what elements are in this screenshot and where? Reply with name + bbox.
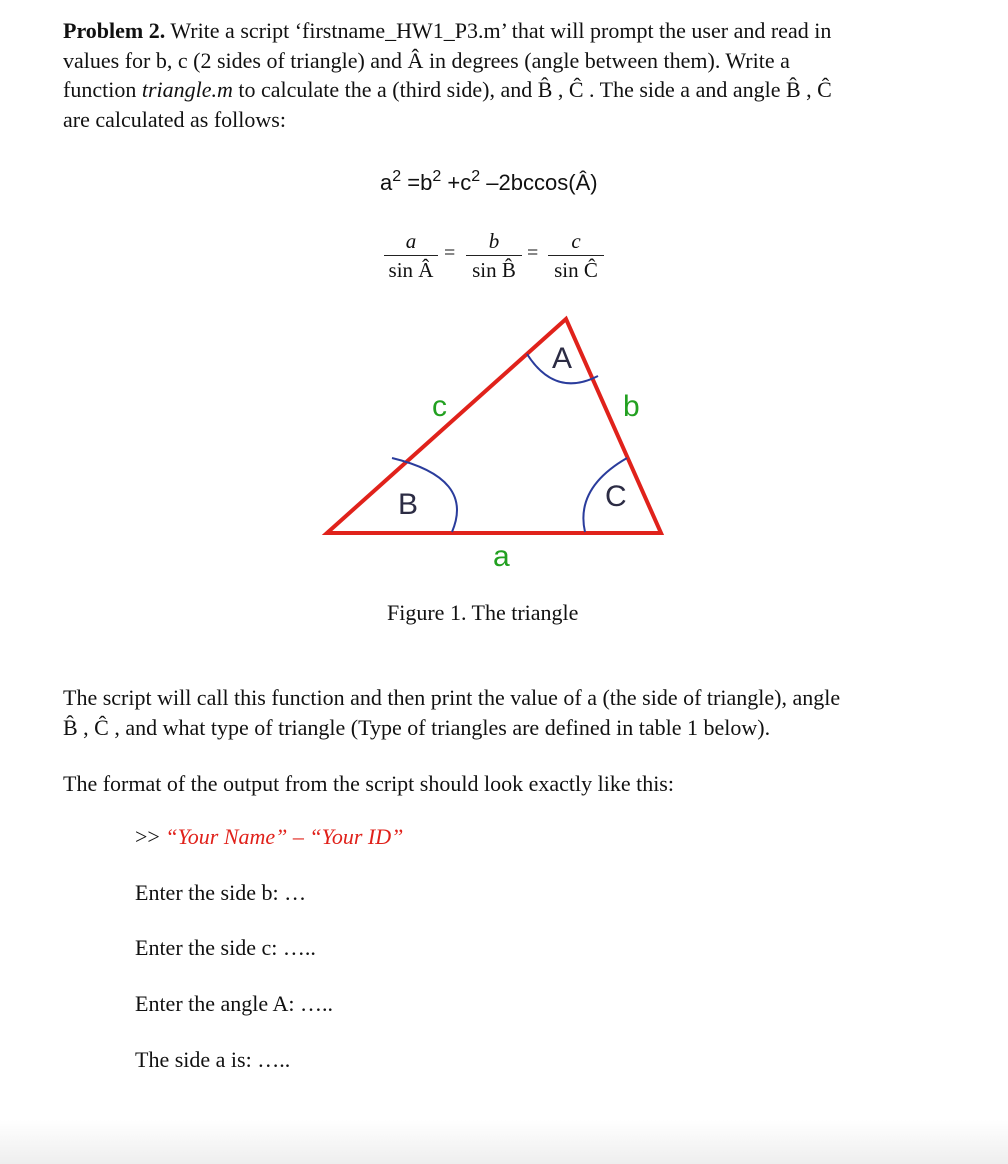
format-note: The format of the output from the script should look exactly like this:	[63, 771, 674, 796]
triangle-figure	[305, 308, 675, 578]
vertex-label-A: A	[552, 342, 573, 375]
description-line-1: The script will call this function and then print the value of a (the side of triangle), angle	[63, 685, 841, 710]
page-bottom-shadow	[0, 1120, 1008, 1164]
fraction-a: a sin Â	[384, 228, 438, 284]
equals-sign: =	[527, 242, 539, 264]
problem-statement	[63, 16, 943, 134]
output-enter-side-b: Enter the side b: …	[135, 880, 307, 905]
output-enter-angle-a: Enter the angle A: …..	[135, 991, 333, 1016]
function-name: triangle.m	[141, 77, 233, 102]
side-label-a: a	[493, 540, 510, 573]
equals-sign: =	[444, 242, 456, 264]
figure-caption: Figure 1. The triangle	[387, 600, 579, 625]
side-label-c: c	[432, 390, 447, 423]
output-name-id-line	[135, 824, 403, 850]
fraction-b: b sin B̂	[466, 228, 522, 284]
output-enter-side-c: Enter the side c: …..	[135, 935, 316, 960]
fraction-c: c sin Ĉ	[548, 228, 604, 284]
problem-line-4: are calculated as follows:	[63, 106, 286, 132]
law-of-sines-formula	[384, 228, 614, 288]
vertex-label-B: B	[398, 488, 419, 521]
problem-line-3: function triangle.m to calculate the a (third side), and B̂ , Ĉ . The side a and angle B̂ , Ĉ	[63, 77, 832, 102]
vertex-label-C: C	[605, 480, 627, 513]
triangle-diagram	[305, 308, 675, 578]
problem-heading: Problem 2.	[63, 18, 166, 43]
law-of-cosines-formula: $a^2 =b^2 +c^2$ –2bccos(Â)	[380, 168, 598, 195]
description-paragraph	[63, 683, 943, 743]
description-line-2: B̂ , Ĉ , and what type of triangle (Type of triangles are defined in table 1 below).	[63, 715, 771, 740]
name-id-placeholder: “Your Name” – “Your ID”	[165, 824, 404, 849]
side-label-b: b	[623, 390, 640, 423]
output-side-a-result: The side a is: …..	[135, 1047, 291, 1072]
prompt-symbol: >>	[135, 824, 166, 849]
problem-line-1: Problem 2. Write a script ‘firstname_HW1_P3.m’ that will prompt the user and read in	[63, 18, 832, 43]
problem-line-2: values for b, c (2 sides of triangle) and Â in degrees (angle between them). Write a	[63, 47, 790, 73]
